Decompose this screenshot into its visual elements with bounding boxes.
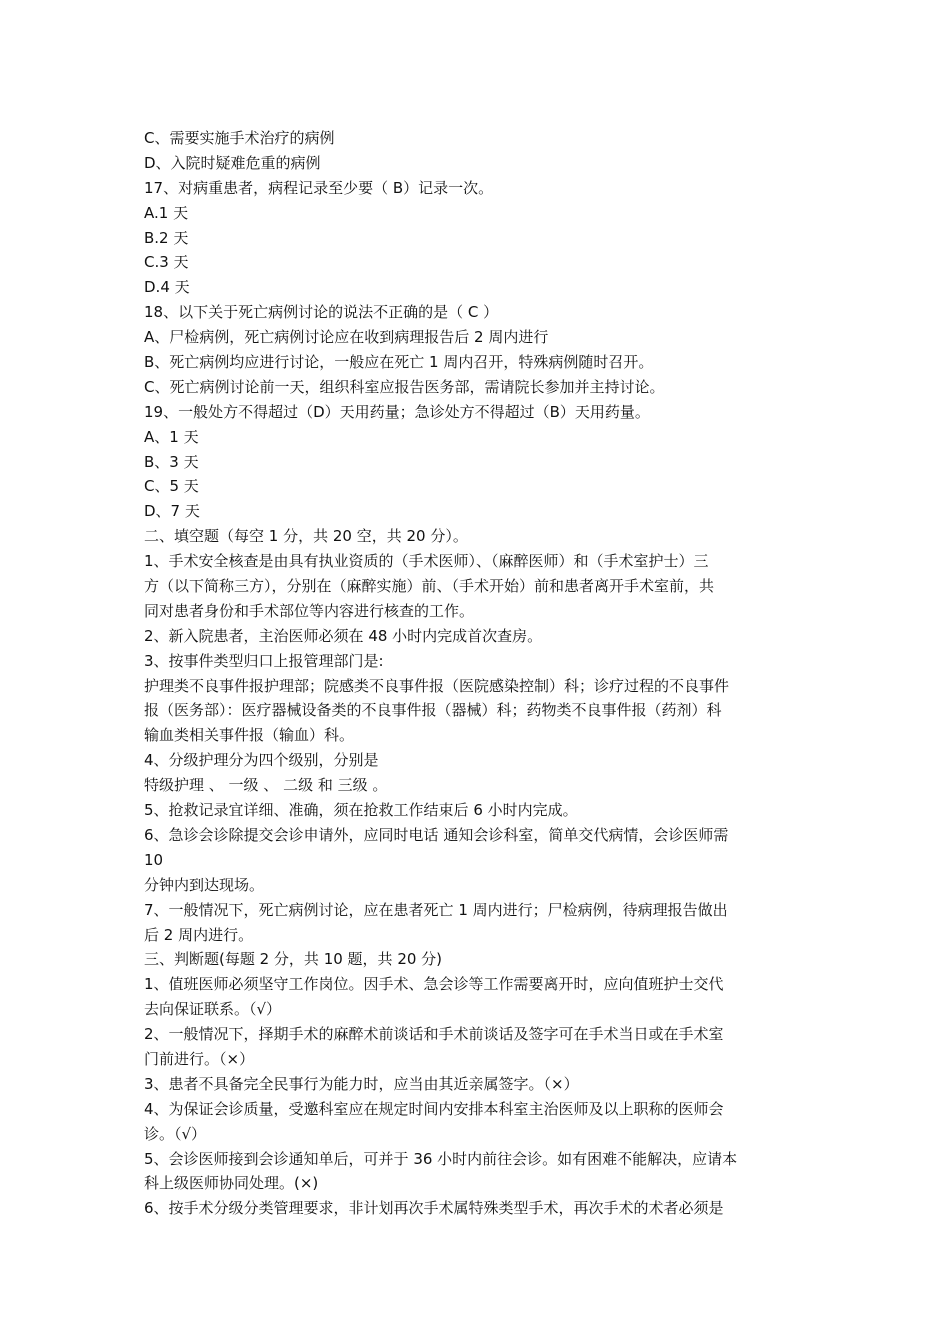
option-line: A、1 天 <box>144 427 199 446</box>
option-line: A.1 天 <box>144 203 189 222</box>
text-line: 特级护理 、 一级 、 二级 和 三级 。 <box>144 776 388 795</box>
text-line: 3、患者不具备完全民事行为能力时，应当由其近亲属签字。（×） <box>144 1074 579 1093</box>
text-line: 1、值班医师必须坚守工作岗位。因手术、急会诊等工作需要离开时，应向值班护士交代 <box>144 975 724 994</box>
document-body <box>144 126 812 1221</box>
text-line: D、入院时疑难危重的病例 <box>144 153 321 172</box>
option-line: B、死亡病例均应进行讨论，一般应在死亡 1 周内召开，特殊病例随时召开。 <box>144 353 654 372</box>
option-line: D、7 天 <box>144 502 200 521</box>
section-heading-true-false: 三、判断题(每题 2 分，共 10 题，共 20 分) <box>144 950 443 969</box>
text-line: 3、按事件类型归口上报管理部门是: <box>144 651 384 670</box>
text-line: 后 2 周内进行。 <box>144 925 254 944</box>
option-line: C、5 天 <box>144 477 199 496</box>
text-line: 6、急诊会诊除提交会诊申请外，应同时电话 通知会诊科室，简单交代病情，会诊医师需 <box>144 825 729 844</box>
text-line: 方（以下简称三方），分别在（麻醉实施）前、（手术开始）前和患者离开手术室前，共 <box>144 577 715 596</box>
text-line: 6、按手术分级分类管理要求，非计划再次手术属特殊类型手术，再次手术的术者必须是 <box>144 1199 724 1218</box>
text-line: 去向保证联系。（√） <box>144 1000 282 1019</box>
text-line: 7、一般情况下，死亡病例讨论，应在患者死亡 1 周内进行；尸检病例，待病理报告做出 <box>144 900 728 919</box>
option-line: A、尸检病例，死亡病例讨论应在收到病理报告后 2 周内进行 <box>144 328 549 347</box>
option-line: B.2 天 <box>144 228 189 247</box>
option-line: B、3 天 <box>144 452 199 471</box>
option-line: C.3 天 <box>144 253 189 272</box>
text-line: 5、抢救记录宜详细、准确，须在抢救工作结束后 6 小时内完成。 <box>144 801 578 820</box>
text-line: 护理类不良事件报护理部；院感类不良事件报（医院感染控制）科；诊疗过程的不良事件 <box>144 676 730 695</box>
question-17: 17、对病重患者，病程记录至少要（ B）记录一次。 <box>144 178 494 197</box>
section-heading-fill-blank: 二、填空题（每空 1 分，共 20 空，共 20 分）。 <box>144 527 468 546</box>
text-line: 诊。（√） <box>144 1124 207 1143</box>
text-line: 5、会诊医师接到会诊通知单后，可并于 36 小时内前往会诊。如有困难不能解决，应请本 <box>144 1149 738 1168</box>
text-line: 4、分级护理分为四个级别，分别是 <box>144 751 379 770</box>
text-line: 报（医务部）：医疗器械设备类的不良事件报（器械）科；药物类不良事件报（药剂）科 <box>144 701 722 720</box>
text-line: 4、为保证会诊质量，受邀科室应在规定时间内安排本科室主治医师及以上职称的医师会 <box>144 1099 724 1118</box>
text-line: 2、新入院患者，主治医师必须在 48 小时内完成首次查房。 <box>144 626 543 645</box>
text-line: 同对患者身份和手术部位等内容进行核查的工作。 <box>144 601 475 620</box>
text-line: 科上级医师协同处理。(×) <box>144 1174 319 1193</box>
text-line: 10 <box>144 850 164 869</box>
text-line: 2、一般情况下，择期手术的麻醉术前谈话和手术前谈话及签字可在手术当日或在手术室 <box>144 1025 724 1044</box>
text-line: 1、手术安全核查是由具有执业资质的（手术医师）、（麻醉医师）和（手术室护士）三 <box>144 552 709 571</box>
question-19: 19、一般处方不得超过（D）天用药量；急诊处方不得超过（B）天用药量。 <box>144 402 650 421</box>
question-18: 18、以下关于死亡病例讨论的说法不正确的是（ C ） <box>144 303 499 322</box>
option-line: C、死亡病例讨论前一天，组织科室应报告医务部，需请院长参加并主持讨论。 <box>144 377 665 396</box>
text-line: 输血类相关事件报（输血）科。 <box>144 726 355 745</box>
option-line: D.4 天 <box>144 278 190 297</box>
text-line: 分钟内到达现场。 <box>144 875 265 894</box>
text-line: 门前进行。（×） <box>144 1049 255 1068</box>
text-line: C、需要实施手术治疗的病例 <box>144 129 335 147</box>
